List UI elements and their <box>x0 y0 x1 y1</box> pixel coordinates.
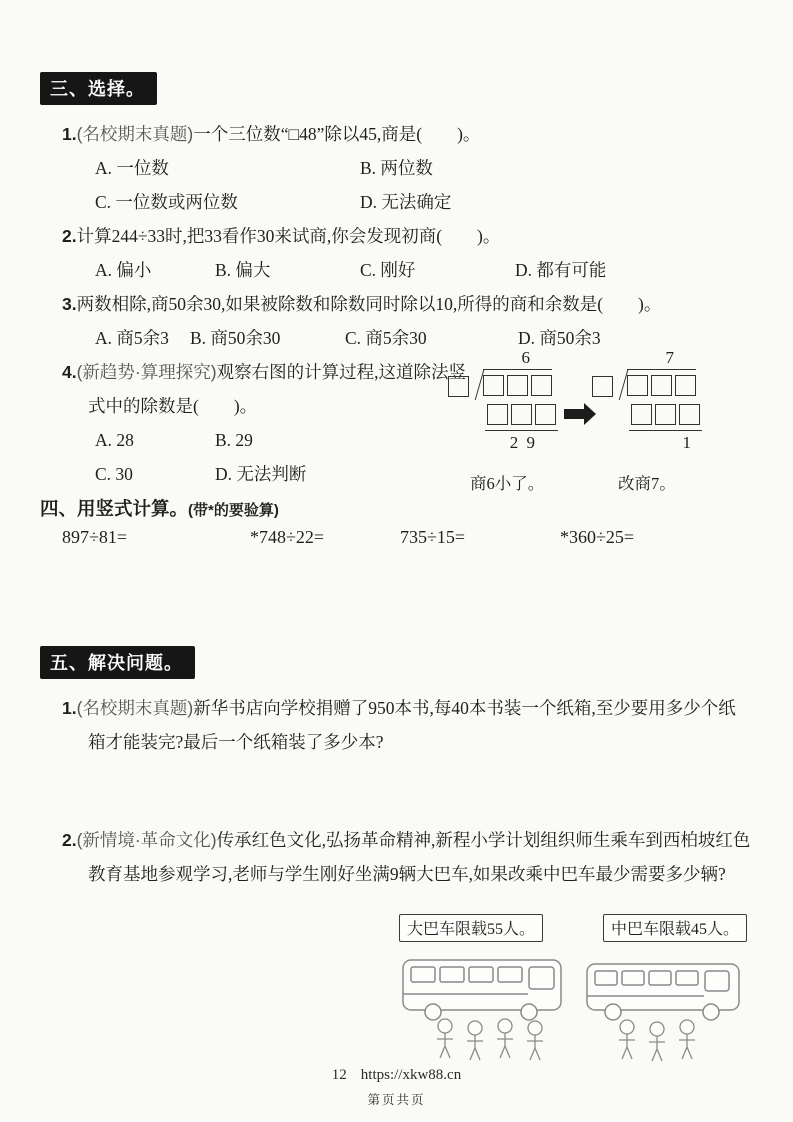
digit-box <box>675 375 696 396</box>
digit-box <box>679 404 700 425</box>
question-3-option-a: A. 商5余3 <box>95 328 169 348</box>
digit-box <box>627 375 648 396</box>
question-4-option-a: A. 28 <box>95 430 134 450</box>
question-1-options-row-1 <box>62 151 751 185</box>
quotient-first: 6 <box>521 348 530 367</box>
section-solve-header-row <box>40 646 751 679</box>
solve-question-1-line <box>62 691 751 759</box>
question-3-option-b: B. 商50余30 <box>190 328 281 348</box>
solve-2-number: 2. <box>62 830 77 850</box>
section-choice-header: 三、选择。 <box>40 72 157 105</box>
dividend-boxes <box>483 369 552 396</box>
answer-workspace <box>40 759 751 823</box>
digit-box <box>651 375 672 396</box>
question-2-option-a: A. 偏小 <box>95 260 152 280</box>
mid-bus-drawing <box>587 964 739 1020</box>
division-diagram <box>448 347 748 501</box>
long-division-first <box>448 347 558 455</box>
digit-box <box>487 404 508 425</box>
children-group <box>437 1019 695 1061</box>
choice-question-1 <box>62 117 751 219</box>
choice-question-3-line <box>62 287 751 321</box>
digit-box <box>507 375 528 396</box>
question-2-option-d: D. 都有可能 <box>515 260 607 280</box>
digit-box <box>535 404 556 425</box>
question-2-options-row <box>62 253 751 287</box>
solve-2-text: 传承红色文化,弘扬革命精神,新程小学计划组织师生乘车到西柏坡红色教育基地参观学习,老师与学生刚好坐满9辆大巴车,如果改乘中巴车最少需要多少辆? <box>88 830 751 884</box>
remainder-first: 2 9 <box>509 433 537 452</box>
solve-question-1 <box>62 691 751 759</box>
big-bus-capacity-label: 大巴车限载55人。 <box>399 914 543 942</box>
question-1-option-d: D. 无法确定 <box>360 192 452 212</box>
solve-question-2 <box>62 823 751 891</box>
calc-problem-3: 735÷15= <box>400 527 466 547</box>
division-figures-row <box>448 347 748 455</box>
calc-problem-1: 897÷81= <box>62 527 128 547</box>
section-calc-note: (带*的要验算) <box>188 502 279 519</box>
digit-box <box>511 404 532 425</box>
question-4-option-b: B. 29 <box>215 430 253 450</box>
digit-box <box>655 404 676 425</box>
footer-url: https://xkw88.cn <box>360 1067 462 1083</box>
caption-first: 商6小了。 <box>470 474 545 493</box>
question-4-tag: (新趋势·算理探究) <box>76 362 217 382</box>
solve-1-tag: (名校期末真题) <box>76 698 194 718</box>
section-calc-title: 四、用竖式计算。 <box>40 498 189 519</box>
digit-box <box>631 404 652 425</box>
question-2-option-b: B. 偏大 <box>215 260 271 280</box>
bus-capacity-labels <box>399 914 747 942</box>
division-bracket <box>612 370 629 400</box>
quotient-second: 7 <box>665 348 674 367</box>
question-2-text: 计算244÷33时,把33看作30来试商,你会发现初商( )。 <box>76 226 501 246</box>
long-division-second <box>592 347 702 455</box>
question-2-option-c: C. 刚好 <box>360 260 416 280</box>
question-1-option-c: C. 一位数或两位数 <box>95 192 238 212</box>
question-1-text: 一个三位数“□48”除以45,商是( )。 <box>193 124 481 144</box>
arrow-right-icon <box>564 409 584 419</box>
choice-question-4 <box>62 348 751 493</box>
choice-question-2-line <box>62 219 751 253</box>
question-2-number: 2. <box>62 226 77 246</box>
question-1-options-row-2 <box>62 185 751 219</box>
mid-bus-capacity-label: 中巴车限载45人。 <box>603 914 747 942</box>
question-4-option-c: C. 30 <box>95 464 133 484</box>
question-4-text: 观察右图的计算过程,这道除法竖式中的除数是( )。 <box>88 362 466 416</box>
bus-illustration <box>399 946 747 1064</box>
question-1-number: 1. <box>62 124 77 144</box>
section-solve-header: 五、解决问题。 <box>40 646 195 679</box>
digit-box <box>531 375 552 396</box>
divisor-box <box>448 376 469 397</box>
page-number: 12 <box>331 1067 347 1083</box>
question-1-option-a: A. 一位数 <box>95 158 169 178</box>
choice-question-3 <box>62 287 751 355</box>
choice-question-1-line <box>62 117 751 151</box>
digit-box <box>483 375 504 396</box>
question-3-text: 两数相除,商50余30,如果被除数和除数同时除以10,所得的商和余数是( )。 <box>76 294 662 314</box>
calc-problem-2: *748÷22= <box>250 527 325 547</box>
choice-question-4-line <box>62 355 472 423</box>
big-bus-drawing <box>403 960 561 1020</box>
dividend-boxes <box>627 369 696 396</box>
page-count-label: 第页共页 <box>367 1093 426 1107</box>
solve-1-text: 新华书店向学校捐赠了950本书,每40本书装一个纸箱,至少要用多少个纸箱才能装完?最后一个纸箱装了多少本? <box>88 698 736 752</box>
calc-problems-row <box>62 527 751 548</box>
bus-illustration-area <box>399 914 747 1064</box>
division-main-first <box>448 369 558 400</box>
choice-question-2 <box>62 219 751 287</box>
division-main-second <box>592 369 702 400</box>
answer-workspace <box>40 548 751 646</box>
question-4-option-d: D. 无法判断 <box>215 464 307 484</box>
question-1-tag: (名校期末真题) <box>76 124 194 144</box>
calc-problem-4: *360÷25= <box>560 527 635 547</box>
division-bracket <box>468 370 485 400</box>
division-captions <box>448 467 748 501</box>
divisor-box <box>592 376 613 397</box>
question-3-option-c: C. 商5余30 <box>345 328 427 348</box>
section-choice-header-row <box>40 72 751 105</box>
question-1-option-b: B. 两位数 <box>360 158 433 178</box>
product-boxes <box>485 400 558 431</box>
question-4-number: 4. <box>62 362 77 382</box>
footer-line-1 <box>0 1067 793 1084</box>
page-footer <box>0 1067 793 1108</box>
caption-second: 改商7。 <box>618 474 676 493</box>
remainder-second: 1 <box>682 433 691 452</box>
solve-2-tag: (新情境·革命文化) <box>76 830 217 850</box>
product-boxes <box>629 400 702 431</box>
solve-1-number: 1. <box>62 698 77 718</box>
question-3-number: 3. <box>62 294 77 314</box>
question-3-option-d: D. 商50余3 <box>518 328 601 348</box>
solve-question-2-line <box>62 823 751 891</box>
